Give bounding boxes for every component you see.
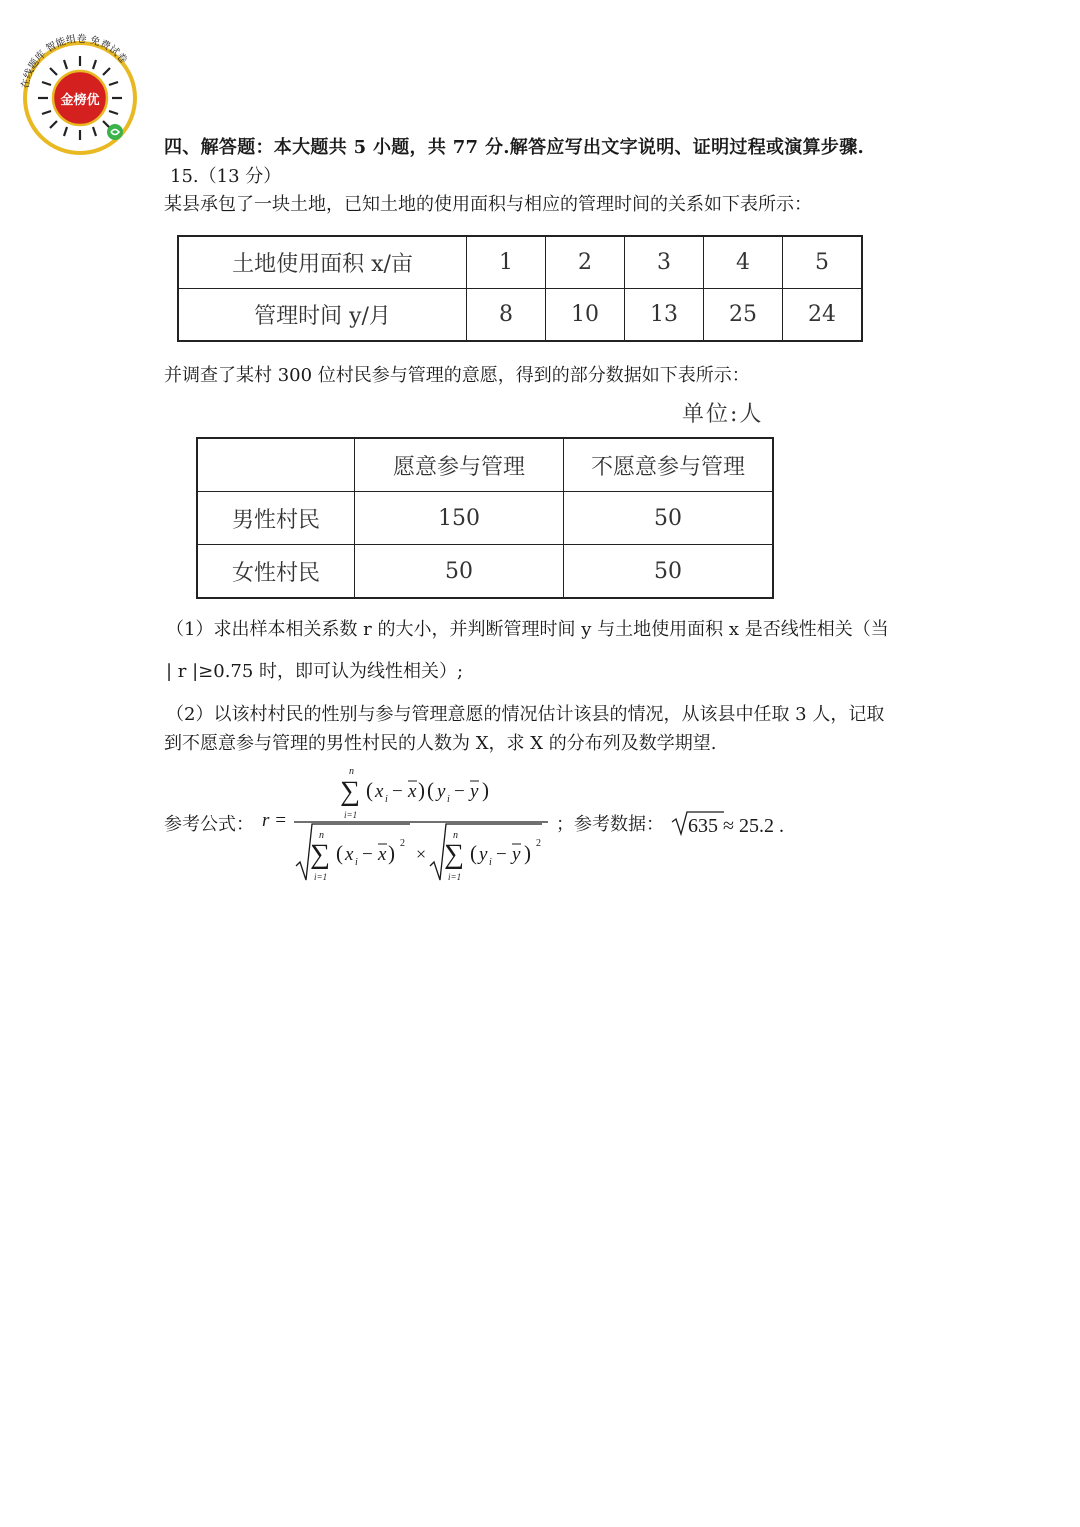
sub-question-1-line-2: | r |≥0.75 时，即可认为线性相关）; xyxy=(166,661,464,682)
svg-text:×: × xyxy=(416,844,427,864)
section-title: 四、解答题：本大题共 5 小题，共 77 分.解答应写出文字说明、证明过程或演算步骤. xyxy=(164,137,865,158)
table-cell: 13 xyxy=(625,289,704,342)
row-header-time: 管理时间 y/月 xyxy=(178,289,467,342)
logo-center-text: 金榜优 xyxy=(60,93,100,108)
table-cell: 150 xyxy=(355,492,564,545)
table-cell: 50 xyxy=(355,545,564,599)
svg-text:i: i xyxy=(489,857,492,868)
unit-label: 单位:人 xyxy=(682,402,764,427)
table-corner-cell xyxy=(197,438,355,492)
logo-ring-text: 在线题库 智能组卷 免费试卷 xyxy=(20,33,129,90)
row-header-female: 女性村民 xyxy=(197,545,355,599)
svg-text:y: y xyxy=(512,844,521,865)
jinbangyou-logo xyxy=(14,16,144,156)
svg-text:x: x xyxy=(345,844,354,865)
svg-text:i=1: i=1 xyxy=(314,872,328,882)
svg-text:−: − xyxy=(454,781,465,802)
svg-text:n: n xyxy=(319,830,324,841)
table-row xyxy=(197,545,773,599)
col-header-willing: 愿意参与管理 xyxy=(355,438,564,492)
svg-text:(: ( xyxy=(470,841,477,865)
svg-text:i: i xyxy=(447,794,450,805)
svg-text:i: i xyxy=(385,794,388,805)
question-number: 15.（13 分） xyxy=(170,166,282,187)
svg-text:(: ( xyxy=(427,778,434,802)
svg-text:x: x xyxy=(408,781,417,802)
table-row xyxy=(197,438,773,492)
svg-text:): ) xyxy=(418,778,425,802)
table-cell: 50 xyxy=(564,492,774,545)
svg-text:−: − xyxy=(392,781,403,802)
svg-text:−: − xyxy=(496,844,507,865)
table-cell: 8 xyxy=(467,289,546,342)
table-row xyxy=(178,236,862,289)
table-cell: 24 xyxy=(783,289,863,342)
svg-text:n: n xyxy=(453,830,458,841)
svg-text:): ) xyxy=(482,778,489,802)
table-cell: 25 xyxy=(704,289,783,342)
formula-prefix: 参考公式： xyxy=(164,814,254,835)
svg-text:(: ( xyxy=(336,841,343,865)
villager-survey-table xyxy=(196,437,774,599)
sub-question-2-line-2: 到不愿意参与管理的男性村民的人数为 X，求 X 的分布列及数学期望. xyxy=(164,733,717,754)
svg-text:i=1: i=1 xyxy=(448,872,462,882)
svg-text:∑: ∑ xyxy=(444,839,464,870)
svg-text:2: 2 xyxy=(536,838,541,849)
table-cell: 3 xyxy=(625,236,704,289)
svg-text:x: x xyxy=(378,844,387,865)
reference-data: 635 ≈ 25.2 . xyxy=(688,815,784,837)
land-area-time-table xyxy=(177,235,863,342)
table-row xyxy=(178,289,862,342)
svg-text:): ) xyxy=(524,841,531,865)
reference-formula xyxy=(164,762,864,892)
svg-text:x: x xyxy=(375,781,384,802)
table-cell: 50 xyxy=(564,545,774,599)
table-cell: 1 xyxy=(467,236,546,289)
svg-text:): ) xyxy=(388,841,395,865)
svg-text:i=1: i=1 xyxy=(344,810,358,820)
table-cell: 2 xyxy=(546,236,625,289)
sub-question-2-line-1: （2）以该村村民的性别与参与管理意愿的情况估计该县的情况，从该县中任取 3 人，记取 xyxy=(166,704,885,725)
row-header-male: 男性村民 xyxy=(197,492,355,545)
table-row xyxy=(197,492,773,545)
survey-text: 并调查了某村 300 位村民参与管理的意愿，得到的部分数据如下表所示： xyxy=(164,365,750,386)
mini-program-icon xyxy=(107,124,123,140)
table-cell: 4 xyxy=(704,236,783,289)
formula-lhs: r = xyxy=(262,810,287,831)
svg-text:y: y xyxy=(479,844,488,865)
svg-text:(: ( xyxy=(366,778,373,802)
svg-text:y: y xyxy=(470,781,479,802)
svg-text:∑: ∑ xyxy=(340,776,360,807)
table-cell: 5 xyxy=(783,236,863,289)
row-header-area: 土地使用面积 x/亩 xyxy=(178,236,467,289)
formula-separator: ；参考数据： xyxy=(556,814,664,835)
sub-question-1-line-1: （1）求出样本相关系数 r 的大小，并判断管理时间 y 与土地使用面积 x 是否线性相关（当 xyxy=(166,619,889,640)
col-header-unwilling: 不愿意参与管理 xyxy=(564,438,774,492)
question-intro: 某县承包了一块土地，已知土地的使用面积与相应的管理时间的关系如下表所示： xyxy=(164,194,812,215)
svg-text:i: i xyxy=(355,857,358,868)
table-cell: 10 xyxy=(546,289,625,342)
svg-text:∑: ∑ xyxy=(310,839,330,870)
svg-text:−: − xyxy=(362,844,373,865)
svg-text:y: y xyxy=(437,781,446,802)
svg-text:n: n xyxy=(349,766,354,777)
svg-text:2: 2 xyxy=(400,838,405,849)
